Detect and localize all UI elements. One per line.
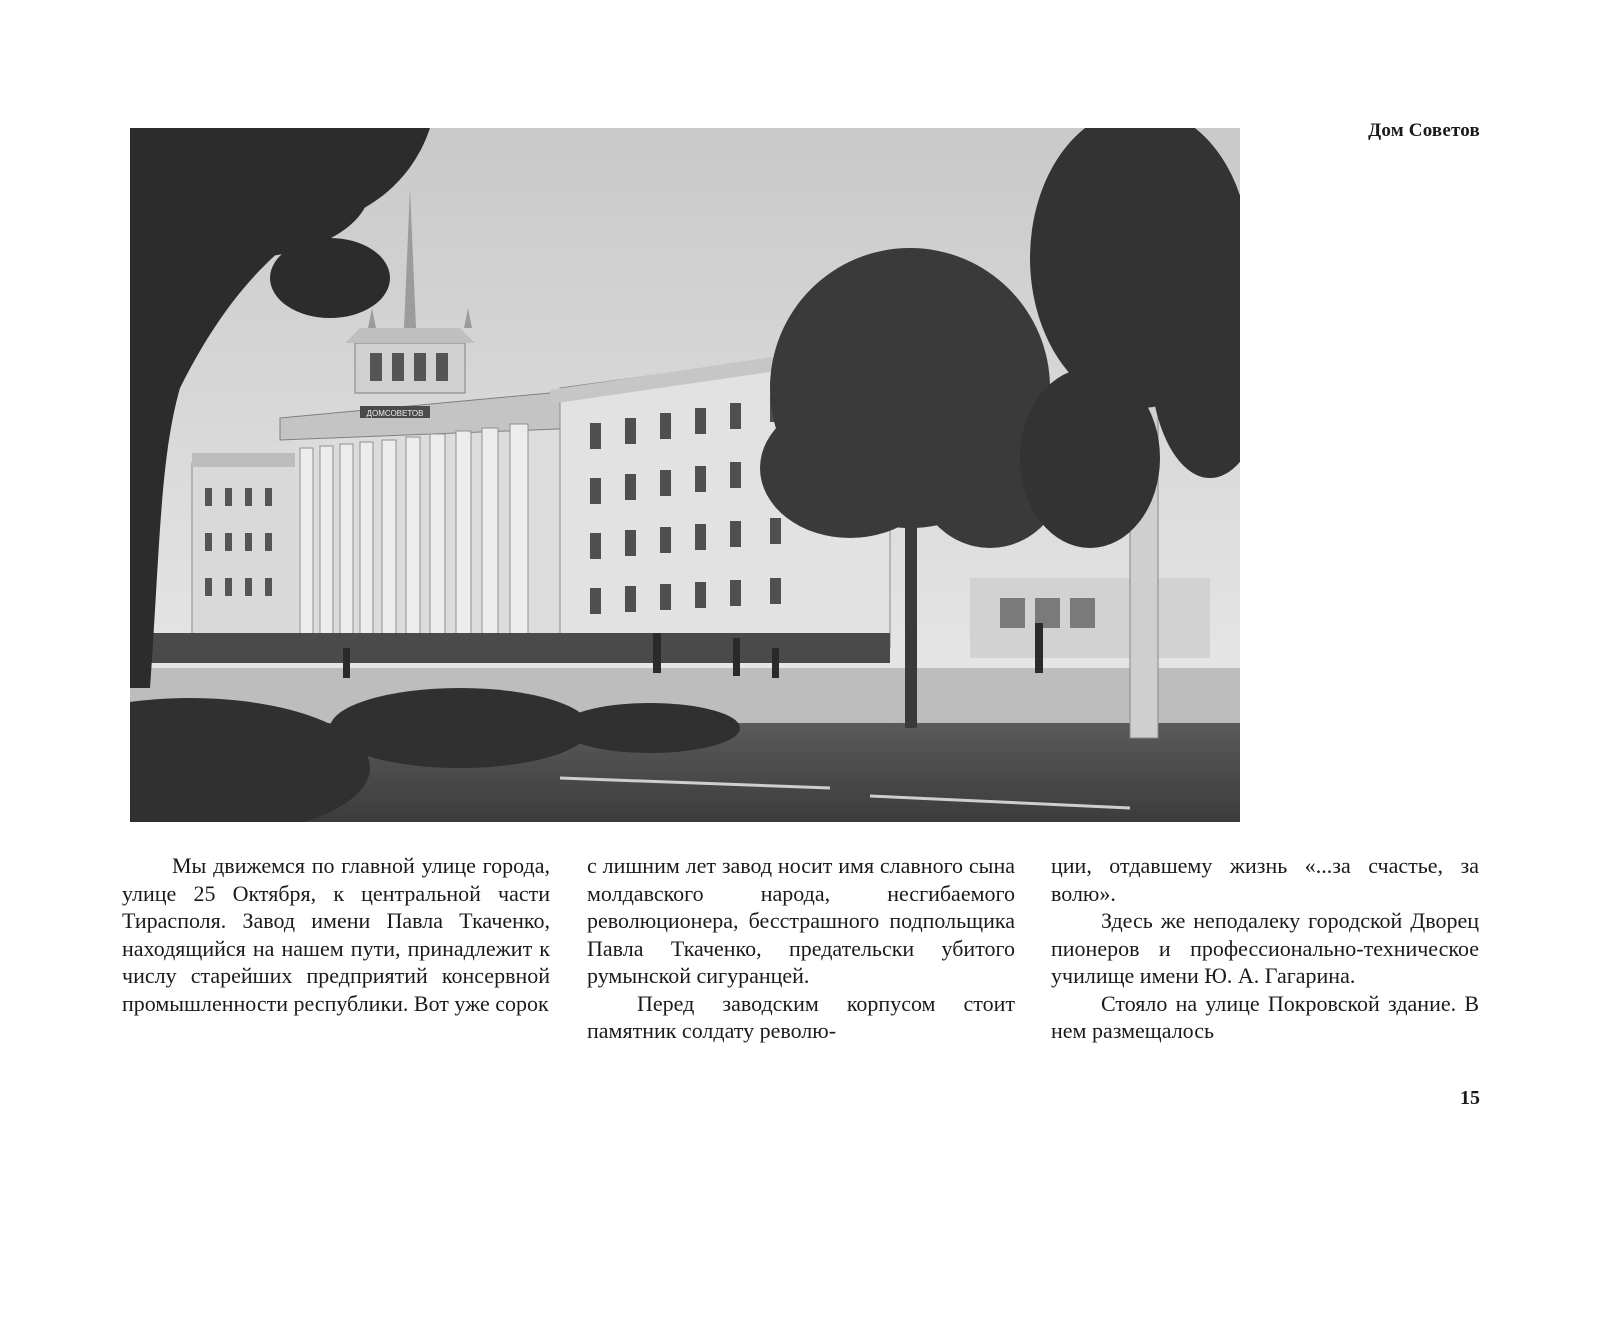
paragraph: с лишним лет завод носит имя славного сына молдавского народа, несгибаемого революционера, бесстрашного подпольщика Павла Ткаченко, предательски убитого румынской сигуранцей. bbox=[587, 853, 1015, 988]
photo-caption: Дом Советов bbox=[1368, 120, 1480, 141]
paragraph: Мы движемся по главной улице города, улице 25 Октября, к центральной части Тирасполя. Завод имени Павла Ткаченко, находящийся на нашем пути, принадлежит к числу старейших предприятий консервной промышленности республики. Вот уже сорок bbox=[122, 853, 550, 1016]
building-photo bbox=[130, 128, 1240, 822]
paragraph: Стояло на улице Покровской здание. В нем размещалось bbox=[1051, 990, 1479, 1043]
paragraph: Перед заводским корпусом стоит памятник солдату револю- bbox=[587, 990, 1015, 1043]
building-sign: ДОМСОВЕТОВ bbox=[366, 409, 424, 418]
text-column-3 bbox=[1051, 852, 1479, 1045]
page-number: 15 bbox=[1460, 1087, 1480, 1109]
text-column-2 bbox=[587, 852, 1015, 1045]
paragraph: Здесь же неподалеку городской Дворец пионеров и профессионально-техническое училище имени Ю. А. Гагарина. bbox=[1051, 908, 1479, 988]
text-column-1 bbox=[122, 852, 550, 1017]
paragraph: ции, отдавшему жизнь «...за счастье, за волю». bbox=[1051, 853, 1479, 906]
